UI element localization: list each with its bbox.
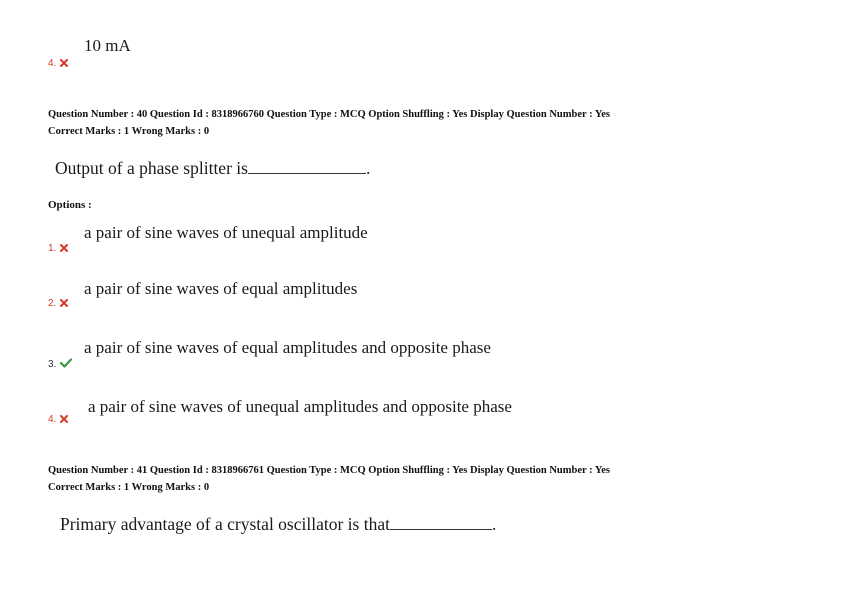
option-text: 10 mA [84,36,131,55]
option-number-label: 4. [48,414,57,425]
option-4-number [48,414,68,426]
option-2-text: a pair of sine waves of equal amplitudes [84,279,358,298]
question-meta-line1: Question Number : 41 Question Id : 8318966761 Question Type : MCQ Option Shuffling : Yes Display Question Number : Yes [48,465,611,476]
question-meta-line2: Correct Marks : 1 Wrong Marks : 0 [48,126,210,137]
question-meta-line1: Question Number : 40 Question Id : 8318966760 Question Type : MCQ Option Shuffling : Yes Display Question Number : Yes [48,109,611,120]
option-number-label: 3. [48,359,57,370]
question-text [60,514,496,535]
question-text-body: Primary advantage of a crystal oscillator is that [60,514,390,534]
option-number-label: 4. [48,58,57,69]
cross-icon [60,59,68,70]
question-text [55,158,370,179]
question-text-body: Output of a phase splitter is [55,158,248,178]
answer-blank [390,527,492,530]
checkmark-icon [60,358,72,371]
option-1-text: a pair of sine waves of unequal amplitude [84,223,368,242]
question-meta-line2: Correct Marks : 1 Wrong Marks : 0 [48,482,210,493]
answer-blank [248,171,366,174]
option-3-number [48,358,72,371]
cross-icon [60,299,68,310]
question-text-end: . [365,158,371,178]
option-number-label: 2. [48,298,57,309]
question-text-end: . [491,514,497,534]
option-4-text: a pair of sine waves of unequal amplitudes and opposite phase [88,397,512,416]
cross-icon [60,244,68,255]
option-number [48,58,68,70]
option-number-label: 1. [48,243,57,254]
cross-icon [60,415,68,426]
options-label: Options : [48,199,92,211]
option-2-number [48,298,68,310]
option-3-text: a pair of sine waves of equal amplitudes and opposite phase [84,338,491,357]
option-1-number [48,243,68,255]
